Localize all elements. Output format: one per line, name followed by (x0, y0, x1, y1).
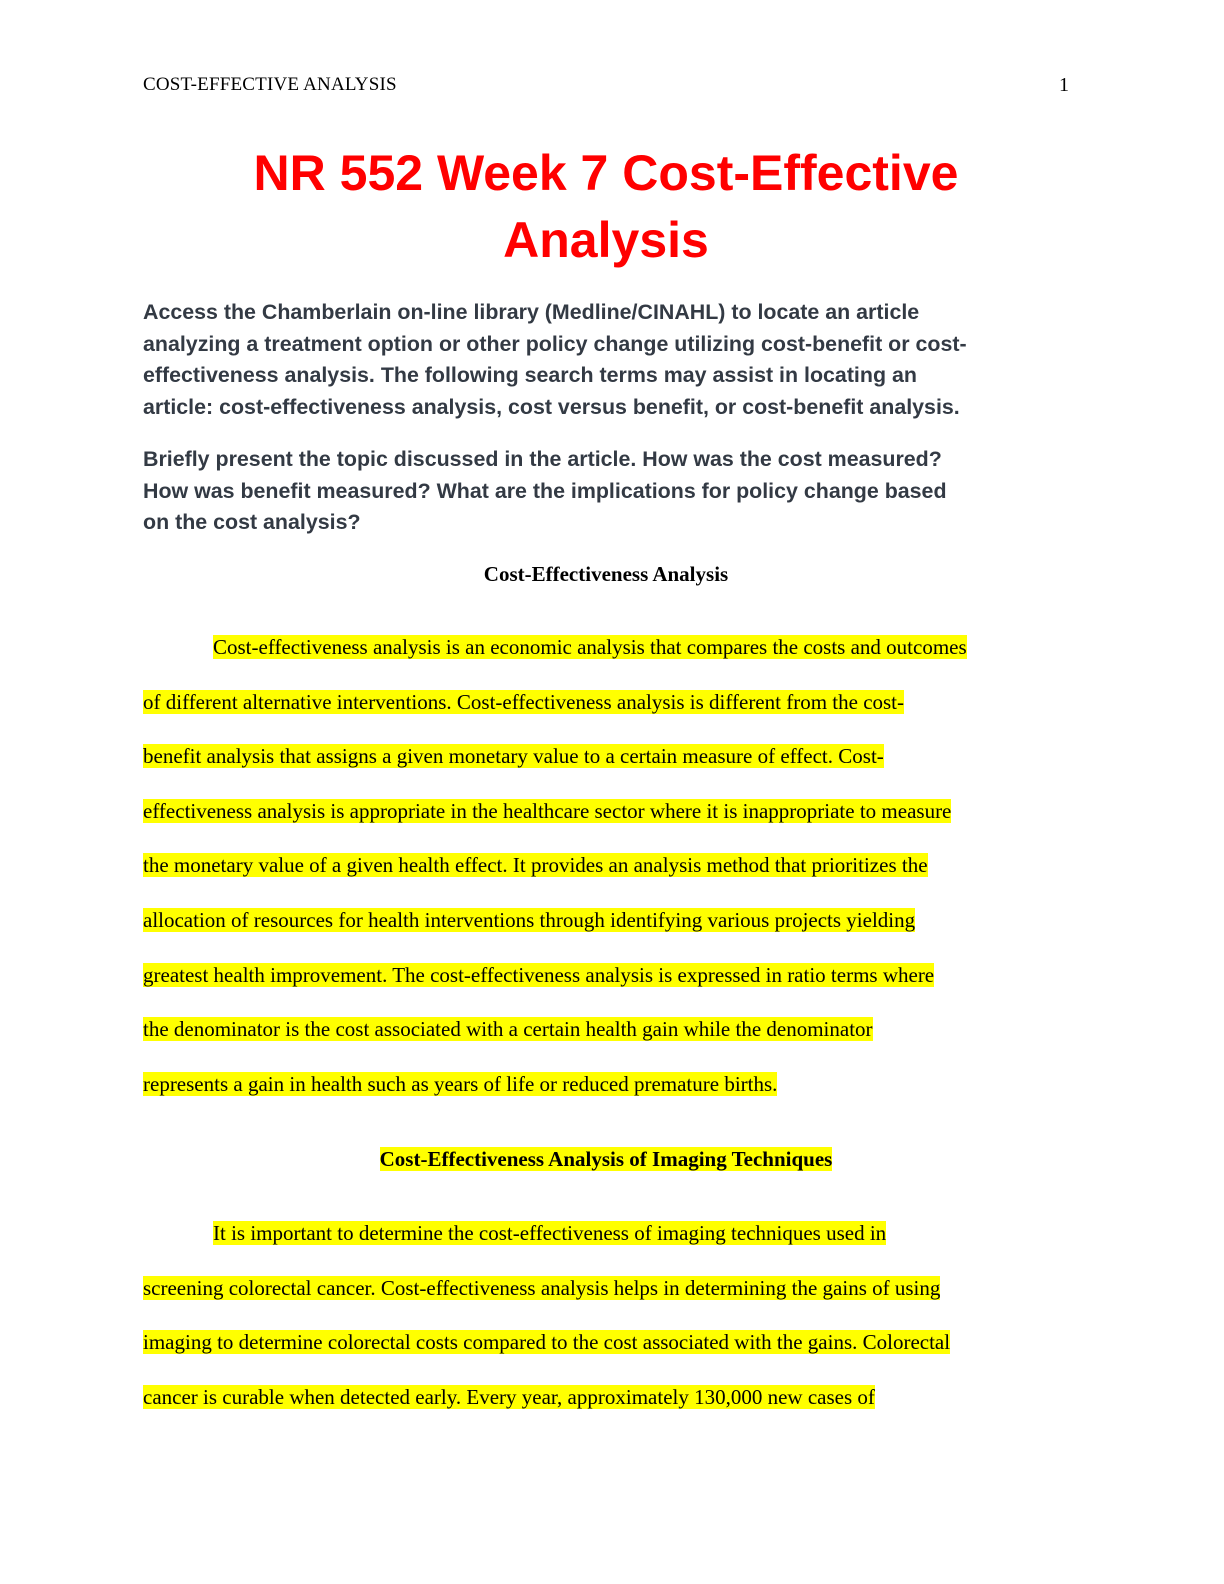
paragraph-line (143, 797, 1069, 852)
highlighted-heading: Cost-Effectiveness Analysis of Imaging Techniques (379, 1147, 833, 1171)
section-heading-imaging-techniques (143, 1145, 1069, 1173)
highlighted-text: imaging to determine colorectal costs compared to the cost associated with the gains. Colorectal (143, 1330, 951, 1355)
running-head: COST-EFFECTIVE ANALYSIS (143, 74, 397, 95)
assignment-prompt-paragraph-2 (143, 444, 1069, 539)
highlighted-text: the denominator is the cost associated with a certain health gain while the denominator (143, 1017, 873, 1042)
prompt-line: Briefly present the topic discussed in the article. How was the cost measured? (143, 447, 942, 471)
prompt-line: Access the Chamberlain on-line library (Medline/CINAHL) to locate an article (143, 300, 920, 324)
title-line-1: NR 552 Week 7 Cost-Effective (253, 145, 959, 201)
paragraph-line (143, 1328, 1069, 1383)
prompt-line: analyzing a treatment option or other policy change utilizing cost-benefit or cost- (143, 331, 967, 356)
highlighted-text: the monetary value of a given health effect. It provides an analysis method that prioritizes the (143, 853, 928, 878)
highlighted-text: screening colorectal cancer. Cost-effectiveness analysis helps in determining the gains of using (143, 1275, 941, 1300)
paragraph-line (143, 961, 1069, 1016)
paragraph-line (143, 688, 1069, 743)
highlighted-text: It is important to determine the cost-effectiveness of imaging techniques used in (213, 1221, 887, 1245)
prompt-line: on the cost analysis? (143, 510, 361, 534)
title-line-2: Analysis (503, 212, 709, 268)
section-heading-cost-effectiveness-analysis: Cost-Effectiveness Analysis (483, 562, 729, 586)
body-paragraph-1 (143, 633, 1069, 1124)
highlighted-text: allocation of resources for health interventions through identifying various projects yielding (143, 907, 916, 932)
body-paragraph-2 (143, 1219, 1069, 1437)
highlighted-text: cancer is curable when detected early. Every year, approximately 130,000 new cases of (143, 1384, 875, 1409)
paragraph-line (143, 742, 1069, 797)
page-number: 1 (1059, 74, 1069, 96)
paragraph-line (143, 1070, 1069, 1125)
prompt-line: effectiveness analysis. The following search terms may assist in locating an (143, 363, 917, 387)
document-title (143, 140, 1069, 274)
paragraph-line (143, 1015, 1069, 1070)
paragraph-line (143, 851, 1069, 906)
paragraph-line (143, 1383, 1069, 1438)
highlighted-text: benefit analysis that assigns a given monetary value to a certain measure of effect. Cost- (143, 744, 884, 769)
prompt-line: article: cost-effectiveness analysis, cost versus benefit, or cost-benefit analysis. (143, 394, 960, 419)
highlighted-text: effectiveness analysis is appropriate in the healthcare sector where it is inappropriate to measure (143, 798, 952, 823)
highlighted-text: represents a gain in health such as years of life or reduced premature births. (143, 1071, 778, 1096)
paragraph-line (143, 633, 1069, 688)
paragraph-line (143, 1274, 1069, 1329)
paragraph-line (143, 1219, 1069, 1274)
paragraph-line (143, 906, 1069, 961)
prompt-line: How was benefit measured? What are the implications for policy change based (143, 478, 947, 503)
highlighted-text: greatest health improvement. The cost-effectiveness analysis is expressed in ratio terms where (143, 962, 935, 987)
highlighted-text: Cost-effectiveness analysis is an economic analysis that compares the costs and outcomes (213, 635, 967, 659)
assignment-prompt-paragraph-1 (143, 297, 1069, 423)
highlighted-text: of different alternative interventions. Cost-effectiveness analysis is different from the cost- (143, 689, 905, 714)
